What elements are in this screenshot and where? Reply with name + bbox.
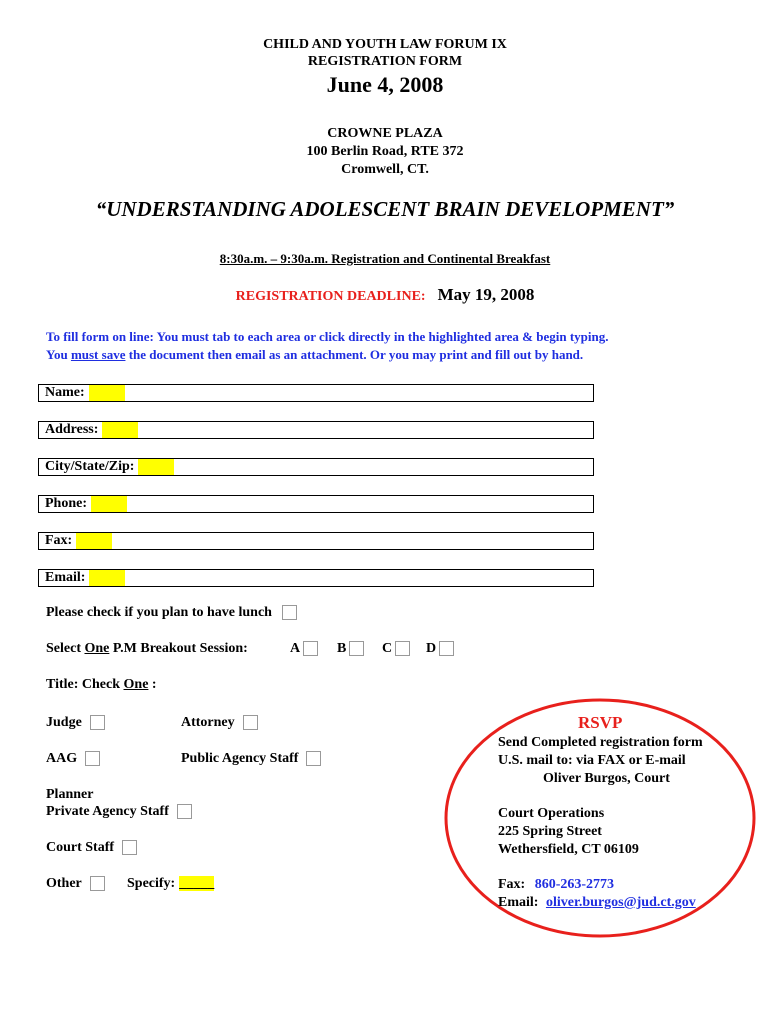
breakout-option-c [382, 641, 410, 657]
judge-option [46, 715, 105, 731]
private-agency-staff-label: Private Agency Staff [46, 804, 169, 819]
specify-input[interactable]: _____ [179, 876, 215, 891]
breakout-option-a-label: A [290, 641, 301, 656]
address-field [38, 421, 594, 439]
city-state-zip-input[interactable] [138, 459, 174, 475]
deadline-label: REGISTRATION DEADLINE: [235, 289, 426, 304]
breakout-option-b-label: B [337, 641, 347, 656]
lunch-label: Please check if you plan to have lunch [46, 605, 272, 620]
city-state-zip-label: City/State/Zip: [45, 459, 135, 474]
rsvp-line-6: Wethersfield, CT 06109 [498, 842, 639, 857]
rsvp-email [498, 894, 696, 912]
rsvp-title: RSVP [578, 713, 623, 732]
event-date: June 4, 2008 [326, 72, 444, 97]
court-staff-option [46, 840, 137, 856]
instructions-line-1: To fill form on line: You must tab to each area or click directly in the highlighted area & begin typing. [46, 329, 609, 344]
public-agency-staff-label: Public Agency Staff [181, 751, 299, 766]
rsvp-line-2: U.S. mail to: via FAX or E-mail [498, 753, 686, 768]
theme-title: “UNDERSTANDING ADOLESCENT BRAIN DEVELOPMENT” [95, 197, 675, 221]
venue-city: Cromwell, CT. [341, 162, 429, 177]
breakout-option-d [426, 641, 454, 657]
name-label: Name: [45, 385, 85, 400]
phone-input[interactable] [91, 496, 127, 512]
other-option [46, 876, 105, 892]
name-input[interactable] [89, 385, 125, 401]
rsvp-line-1: Send Completed registration form [498, 735, 703, 750]
breakout-option-a [290, 641, 318, 657]
venue-name: CROWNE PLAZA [327, 126, 443, 141]
instructions-line-2 [46, 346, 746, 363]
other-label: Other [46, 876, 82, 891]
title-text-c: : [148, 677, 157, 692]
breakout-option-b [337, 641, 364, 657]
private-agency-staff-option [46, 804, 192, 820]
other-checkbox[interactable] [90, 876, 105, 891]
public-agency-staff-checkbox[interactable] [306, 751, 321, 766]
fax-input[interactable] [76, 533, 112, 549]
breakout-text-c: P.M Breakout Session: [109, 641, 248, 656]
phone-label: Phone: [45, 496, 87, 511]
breakout-b-checkbox[interactable] [349, 641, 364, 656]
attorney-label: Attorney [181, 715, 235, 730]
breakout-d-checkbox[interactable] [439, 641, 454, 656]
email-input[interactable] [89, 570, 125, 586]
rsvp-line-4: Court Operations [498, 806, 605, 821]
rsvp-fax-label: Fax: [498, 877, 526, 892]
deadline-line [0, 285, 770, 307]
phone-field [38, 495, 594, 513]
rsvp-fax [498, 876, 614, 894]
venue-street: 100 Berlin Road, RTE 372 [306, 144, 464, 159]
email-field [38, 569, 594, 587]
court-staff-checkbox[interactable] [122, 840, 137, 855]
fax-label: Fax: [45, 533, 73, 548]
rsvp-line-3: Oliver Burgos, Court [543, 771, 670, 786]
forum-title: CHILD AND YOUTH LAW FORUM IX [263, 37, 507, 52]
address-input[interactable] [102, 422, 138, 438]
instructions-text-a: You [46, 347, 71, 362]
judge-label: Judge [46, 715, 82, 730]
planner-label: Planner [46, 787, 94, 802]
email-label: Email: [45, 570, 86, 585]
title-text-a: Title: Check [46, 677, 124, 692]
aag-checkbox[interactable] [85, 751, 100, 766]
court-staff-label: Court Staff [46, 840, 115, 855]
rsvp-email-label: Email: [498, 895, 539, 910]
rsvp-fax-value: 860-263-2773 [534, 877, 615, 892]
breakout-label [46, 641, 248, 657]
aag-option [46, 751, 100, 767]
rsvp-line-5: 225 Spring Street [498, 824, 602, 839]
schedule-line: 8:30a.m. – 9:30a.m. Registration and Continental Breakfast [219, 251, 551, 266]
lunch-row [46, 605, 297, 621]
breakout-option-d-label: D [426, 641, 437, 656]
breakout-option-c-label: C [382, 641, 393, 656]
instructions-text-c: the document then email as an attachment. Or you may print and fill out by hand. [125, 347, 584, 362]
specify-label: Specify: [127, 876, 176, 891]
attorney-option [181, 715, 258, 731]
form-subtitle: REGISTRATION FORM [307, 54, 463, 69]
instructions-must-save: must save [70, 347, 126, 362]
breakout-c-checkbox[interactable] [395, 641, 410, 656]
breakout-text-a: Select [46, 641, 85, 656]
rsvp-email-link[interactable]: oliver.burgos@jud.ct.gov [545, 895, 696, 910]
title-one: One [123, 677, 149, 692]
title-check-label [46, 677, 157, 693]
deadline-date: May 19, 2008 [437, 285, 535, 304]
lunch-checkbox[interactable] [282, 605, 297, 620]
fax-field [38, 532, 594, 550]
judge-checkbox[interactable] [90, 715, 105, 730]
aag-label: AAG [46, 751, 78, 766]
city-state-zip-field [38, 458, 594, 476]
attorney-checkbox[interactable] [243, 715, 258, 730]
public-agency-staff-option [181, 751, 321, 767]
specify-row [127, 876, 214, 892]
breakout-one: One [84, 641, 110, 656]
address-label: Address: [45, 422, 99, 437]
name-field [38, 384, 594, 402]
private-agency-staff-checkbox[interactable] [177, 804, 192, 819]
breakout-a-checkbox[interactable] [303, 641, 318, 656]
